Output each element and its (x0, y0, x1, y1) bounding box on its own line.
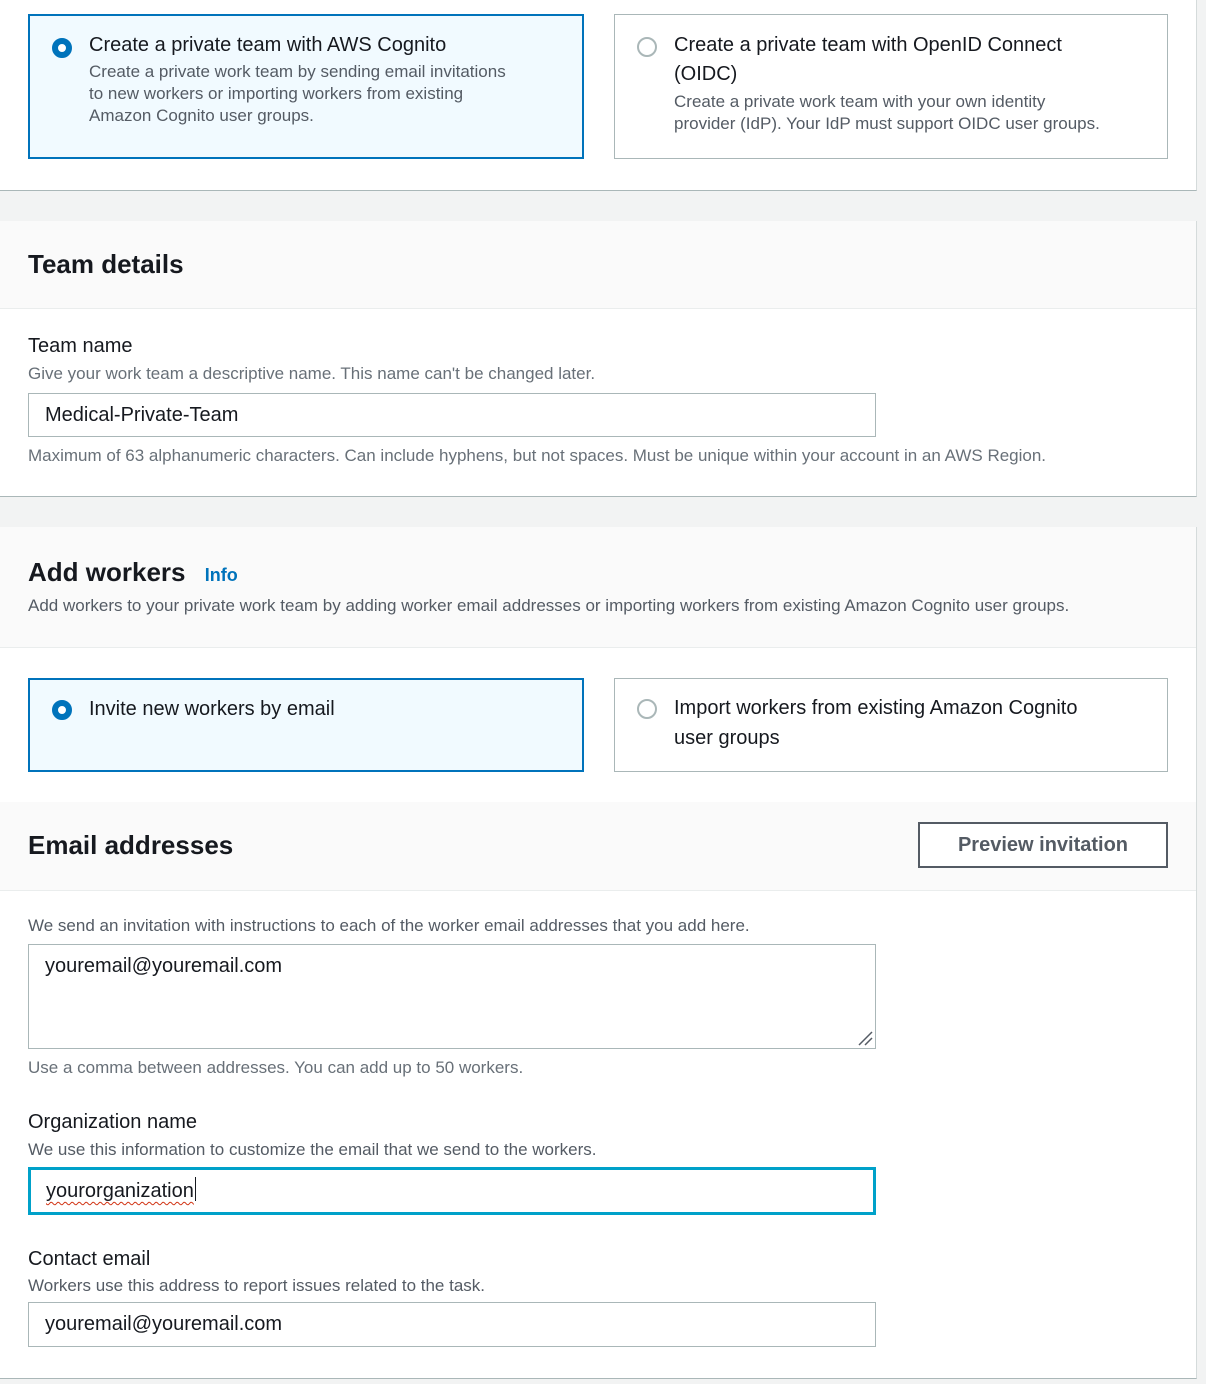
tile-oidc-desc-2: provider (IdP). Your IdP must support OIDC user groups. (674, 114, 1100, 133)
tile-oidc[interactable] (614, 14, 1168, 159)
add-workers-header (0, 527, 1196, 648)
team-details-header (0, 221, 1196, 309)
team-type-panel (0, 0, 1197, 191)
tile-import-cognito-title-1: Import workers from existing Amazon Cognito (674, 697, 1078, 719)
email-addresses-textarea[interactable] (28, 944, 876, 1049)
tile-aws-cognito-desc-1: Create a private work team by sending email invitations (89, 62, 506, 81)
email-addresses-header (0, 802, 1196, 891)
organization-name-description: We use this information to customize the email that we send to the workers. (28, 1140, 597, 1159)
organization-name-input[interactable] (28, 1167, 876, 1215)
tile-invite-email-title: Invite new workers by email (89, 698, 335, 720)
tile-aws-cognito-desc-3: Amazon Cognito user groups. (89, 106, 314, 125)
tile-oidc-title-1: Create a private team with OpenID Connect (674, 34, 1062, 56)
team-details-heading: Team details (28, 249, 184, 279)
email-addresses-hint: Use a comma between addresses. You can add up to 50 workers. (28, 1058, 524, 1077)
radio-aws-cognito[interactable] (52, 38, 72, 58)
add-workers-info-link[interactable]: Info (204, 565, 238, 585)
radio-import-cognito[interactable] (637, 699, 657, 719)
tile-aws-cognito-title: Create a private team with AWS Cognito (89, 34, 447, 56)
tile-oidc-desc-1: Create a private work team with your own identity (674, 92, 1046, 111)
team-name-label: Team name (28, 335, 133, 357)
tile-invite-email[interactable] (28, 678, 584, 772)
tile-aws-cognito-desc-2: to new workers or importing workers from existing (89, 84, 464, 103)
email-addresses-description: We send an invitation with instructions to each of the worker email addresses that you add here. (28, 916, 750, 935)
contact-email-description: Workers use this address to report issues related to the task. (28, 1276, 486, 1295)
add-workers-description: Add workers to your private work team by adding worker email addresses or importing workers from existing Amazon Cognito user groups. (28, 596, 1070, 615)
tile-import-cognito[interactable] (614, 678, 1168, 772)
email-addresses-heading: Email addresses (28, 830, 234, 860)
team-name-description: Give your work team a descriptive name. This name can't be changed later. (28, 364, 596, 383)
add-workers-title: Add workers (28, 557, 186, 587)
email-addresses-value: youremail@youremail.com (45, 955, 283, 977)
team-name-input[interactable] (28, 393, 876, 437)
team-details-panel (0, 221, 1197, 497)
team-name-constraint: Maximum of 63 alphanumeric characters. Can include hyphens, but not spaces. Must be unique within your account in an AWS Region. (28, 446, 1047, 465)
tile-aws-cognito[interactable] (28, 14, 584, 159)
contact-email-input[interactable] (28, 1302, 876, 1347)
resize-handle-icon[interactable] (857, 1030, 873, 1046)
radio-invite-email[interactable] (52, 700, 72, 720)
organization-name-label: Organization name (28, 1111, 197, 1133)
preview-invitation-button[interactable]: Preview invitation (918, 822, 1168, 868)
add-workers-panel (0, 527, 1197, 1379)
tile-oidc-title-2: (OIDC) (674, 63, 738, 85)
radio-oidc[interactable] (637, 37, 657, 57)
organization-name-value: yourorganization (46, 1180, 194, 1202)
contact-email-label: Contact email (28, 1248, 151, 1270)
add-workers-heading (28, 557, 238, 588)
tile-import-cognito-title-2: user groups (674, 727, 780, 749)
text-cursor (195, 1177, 196, 1201)
